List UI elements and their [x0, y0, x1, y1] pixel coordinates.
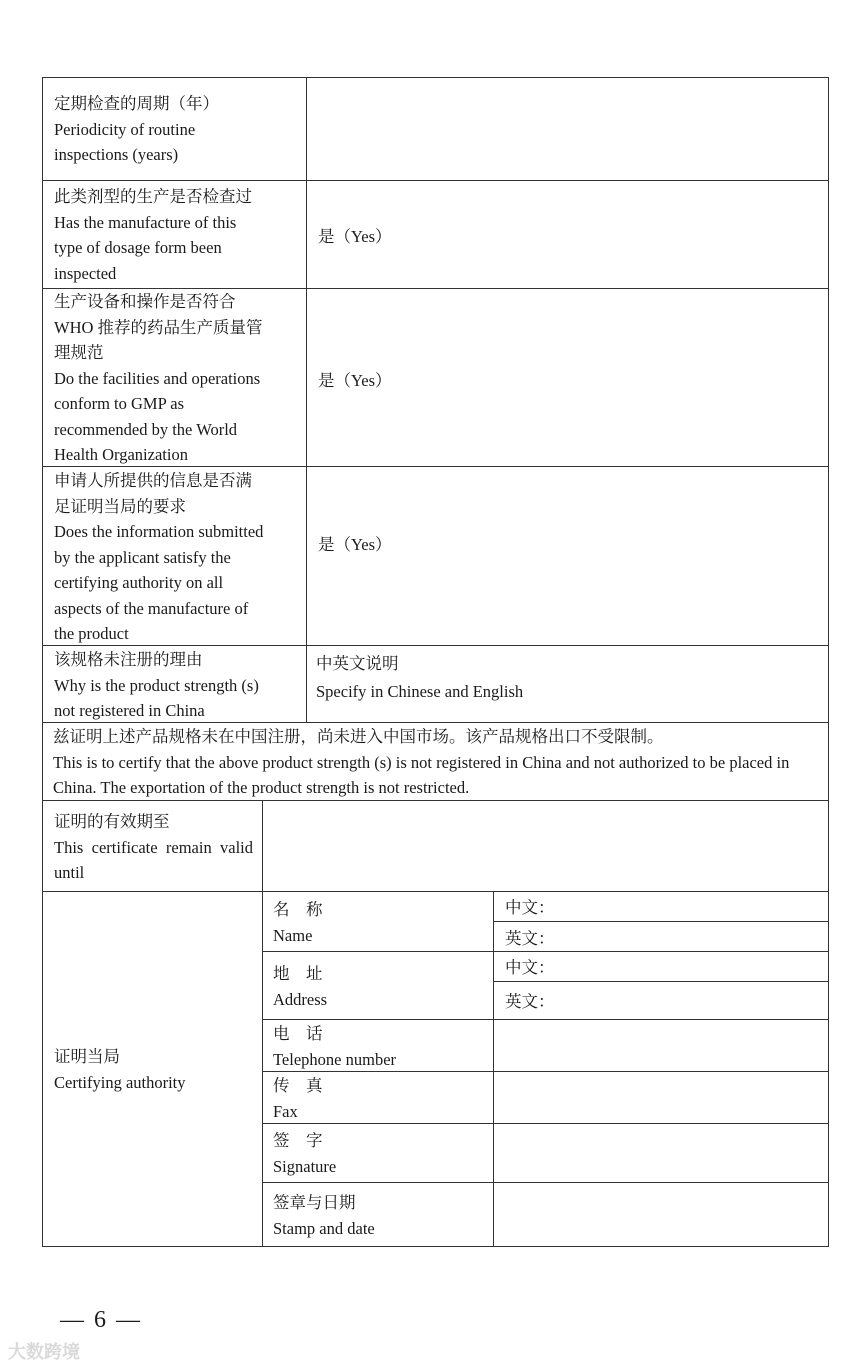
telephone-field[interactable] [493, 1019, 829, 1072]
gmp-value-cell [306, 288, 829, 467]
info-label: 申请人所提供的信息是否满 足证明当局的要求 Does the information submitted by the applicant satisfy the certifying authority on all aspects of the manufacture of the product [54, 471, 264, 643]
fax-field[interactable] [493, 1071, 829, 1124]
name-zh-field[interactable] [493, 891, 829, 922]
address-label: 地 址 Address [273, 964, 328, 1009]
stamp-label: 签章与日期 Stamp and date [273, 1193, 375, 1238]
telephone-label: 电 话 Telephone number [273, 1024, 397, 1069]
signature-field[interactable] [493, 1123, 829, 1183]
address-en-field[interactable] [493, 981, 829, 1020]
info-value: 是（Yes） [318, 535, 392, 554]
periodicity-value-cell [306, 77, 829, 181]
name-label-cell [262, 891, 494, 952]
name-en-field[interactable] [493, 921, 829, 952]
inspected-value-cell [306, 180, 829, 289]
stamp-field[interactable] [493, 1182, 829, 1247]
inspected-value: 是（Yes） [318, 227, 392, 246]
inspected-label: 此类剂型的生产是否检查过 Has the manufacture of this type of dosage form been inspected [54, 187, 252, 283]
gmp-label-cell [42, 288, 307, 467]
periodicity-label-cell [42, 77, 307, 181]
fax-label-cell [262, 1071, 494, 1124]
address-en-label: 英文： [505, 992, 555, 1011]
reason-value: 中英文说明 Specify in Chinese and English [316, 654, 524, 701]
reason-value-cell [306, 645, 829, 723]
signature-label-cell [262, 1123, 494, 1183]
statement-cell [42, 722, 829, 801]
telephone-label-cell [262, 1019, 494, 1072]
address-label-cell [262, 951, 494, 1020]
address-zh-field[interactable] [493, 951, 829, 982]
signature-label: 签 字 Signature [273, 1131, 337, 1176]
watermark: 大数跨境 [8, 1342, 80, 1363]
authority-label-cell [42, 891, 263, 1247]
address-zh-label: 中文： [505, 958, 555, 977]
stamp-label-cell [262, 1182, 494, 1247]
reason-label: 该规格未注册的理由 Why is the product strength (s) not registered in China [54, 650, 259, 720]
name-zh-label: 中文： [505, 898, 555, 917]
info-value-cell [306, 466, 829, 646]
authority-label: 证明当局 Certifying authority [54, 1047, 186, 1092]
page-number: — 6 — [60, 1307, 142, 1333]
validity-label-cell [42, 800, 263, 892]
periodicity-label: 定期检查的周期（年） Periodicity of routine inspections (years) [54, 94, 219, 164]
info-label-cell [42, 466, 307, 646]
name-label: 名 称 Name [273, 900, 323, 945]
fax-label: 传 真 Fax [273, 1076, 323, 1121]
statement-text: 兹证明上述产品规格未在中国注册，尚未进入中国市场。该产品规格出口不受限制。 This is to certify that the above product strength (s) is not registered in China and not authorized to be placed in China. The exportation of the product strength is not restricted. [53, 727, 790, 797]
gmp-value: 是（Yes） [318, 371, 392, 390]
validity-label: 证明的有效期至 This certificate remain valid until [54, 812, 253, 882]
validity-value-cell [262, 800, 829, 892]
gmp-label: 生产设备和操作是否符合 WHO 推荐的药品生产质量管 理规范 Do the facilities and operations conform to GMP as recommended by the World Health Organization [54, 292, 263, 464]
inspected-label-cell [42, 180, 307, 289]
name-en-label: 英文： [505, 929, 555, 948]
reason-label-cell [42, 645, 307, 723]
